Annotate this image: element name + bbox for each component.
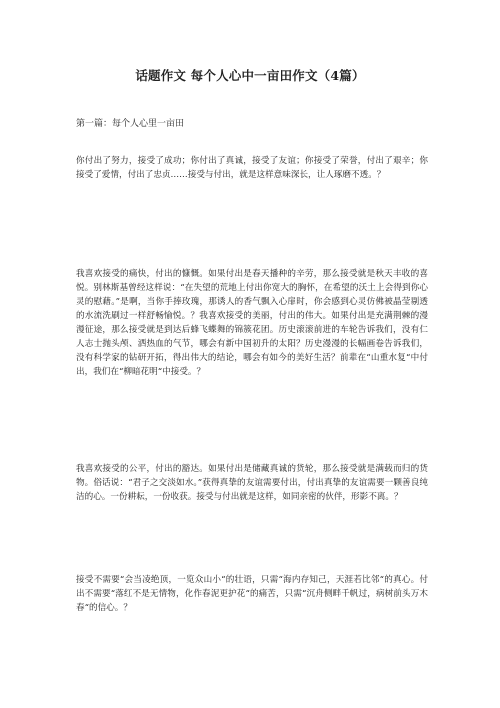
paragraph-1: 你付出了努力，接受了成功；你付出了真诚，接受了友谊；你接受了荣誉，付出了艰辛；你接受了爱情，付出了忠贞……接受与付出，就是这样意味深长，让人琢磨不透。？	[76, 156, 428, 180]
paragraph-2: 我喜欢接受的痛快，付出的慷慨。如果付出是春天播种的辛劳，那么接受就是秋天丰收的喜悦。别林斯基曾经这样说：“在失望的荒地上付出你宽大的胸怀，在希望的沃土上会得到你心灵的慰藉。”是啊，当你手捧玫瑰，那诱人的香气飘入心扉时，你会感到心灵仿佛被晶莹剔透的水流洗刷过一样舒畅愉悦。？我喜欢接受的美丽，付出的伟大。如果付出是充满荆棘的漫漫征途，那么接受就是到达后蜂飞蝶舞的锦簇花团。历史滚滚前进的车轮告诉我们，没有仁人志士抛头颅、洒热血的气节，哪会有新中国初升的太阳？历史漫漫的长幅画卷告诉我们，没有科学家的钻研开拓，得出伟大的结论，哪会有如今的美好生活？前辈在“山重水复“中付出，我们在“柳暗花明“中接受。？	[76, 269, 428, 377]
document-title: 话题作文 每个人心中一亩田作文（4篇）	[135, 68, 365, 83]
section-heading: 第一篇：每个人心里一亩田	[76, 119, 185, 129]
paragraph-3: 我喜欢接受的公平，付出的豁达。如果付出是储藏真诚的货轮，那么接受就是满载而归的货物。俗话说：“君子之交淡如水。”获得真挚的友谊需要付出，付出真挚的友谊需要一颗善良纯洁的心。一份耕耘，一份收获。接受与付出就是这样，如同亲密的伙伴，形影不离。？	[76, 464, 428, 502]
paragraph-4: 接受不需要“会当凌绝顶，一览众山小“的壮语，只需“海内存知己，天涯若比邻“的真心。付出不需要“落红不是无情物，化作春泥更护花“的痛苦，只需“沉舟侧畔千帆过，病树前头万木春“的信心。？	[76, 575, 428, 613]
